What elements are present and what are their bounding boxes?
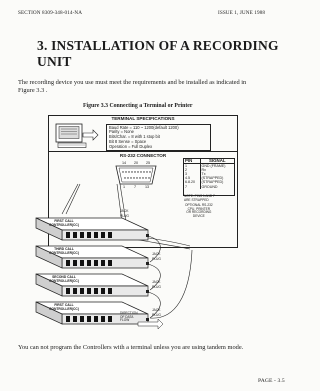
figure-caption: Figure 3.3 Connecting a Terminal or Printer	[83, 103, 193, 109]
spec-parity: Parity = None	[109, 129, 134, 135]
terminal-specifications-heading: TERMINAL SPECIFICATIONS	[111, 116, 175, 121]
pin-number-1: 1	[123, 185, 126, 189]
page-number: PAGE - 3.5	[258, 378, 285, 384]
jack-label: JACK	[152, 280, 161, 284]
page-title: 3. INSTALLATION OF A RECORDING UNIT	[37, 38, 279, 69]
intro-line-2: Figure 3.3 .	[18, 87, 48, 94]
pin-number-13: 13	[145, 185, 150, 189]
intro-line-1: The recording device you use must meet the requirements and be installed as indicated in	[18, 79, 247, 86]
plug-label: PLUG	[152, 313, 161, 317]
spec-bits-per-char: Bits/Char. = 8 with 1 stop bit	[109, 134, 160, 140]
controller-label-4: FIRST CALL CONTROLLER(CC)	[49, 303, 79, 311]
pin-column-header: PIN	[184, 159, 200, 164]
table-row: 2 Rx	[185, 168, 206, 173]
pin-number-25: 25	[146, 161, 151, 165]
pin-strap-note: NOTE: PINS 1 AND 7 ARE STRAPPED	[184, 194, 215, 202]
spec-operation: Operation = Full Duplex	[109, 144, 153, 150]
spec-baud-rate: Baud Rate = 110 ~ 1200(default 1200)	[109, 124, 179, 130]
table-row: 6.8.20 (STRAPPED)	[185, 180, 224, 185]
footer-note: You can not program the Controllers with a terminal unless you are using tandem mode.	[18, 344, 244, 351]
table-row: 4.5 (STRAPPED)	[185, 176, 224, 181]
pin-number-7: 7	[134, 185, 137, 189]
jack-label: JACK	[120, 209, 129, 213]
plug-label: PLUG	[152, 285, 161, 289]
jack-label: JACK	[152, 308, 161, 312]
signal-column-header: SIGNAL	[208, 158, 226, 163]
document-section-id: SECTION 8309-348-014-NA	[18, 10, 83, 16]
table-row: 1 GND (FRAME)	[185, 164, 226, 169]
optional-device-label: OPTIONAL RS-232 CPU, PRINTER OR RECORDING DEVICE	[185, 203, 213, 218]
controller-label-2: THIRD CALL CONTROLLER(CC)	[49, 247, 79, 255]
pin-number-20: 20	[134, 161, 139, 165]
spec-bit8-sense: Bit 8 Sense = Space	[109, 139, 147, 145]
direction-of-data-flow-label: DIRECTION OF DATA FLOW	[120, 311, 138, 323]
rs232-connector-heading: RS-232 CONNECTOR	[119, 152, 167, 158]
plug-label: PLUG	[152, 257, 161, 261]
controller-label-1: FIRST CALL CONTROLLER(CC)	[49, 219, 79, 227]
jack-label: JACK	[152, 252, 161, 256]
document-issue-date: ISSUE 1, JUNE 1988	[218, 10, 266, 16]
pin-number-14: 14	[122, 161, 127, 165]
table-row: 3 Tx	[185, 172, 206, 177]
plug-label: PLUG	[120, 214, 129, 218]
controller-label-3: SECOND CALL CONTROLLER(CC)	[49, 275, 79, 283]
table-row: 7 GROUND	[185, 184, 218, 189]
